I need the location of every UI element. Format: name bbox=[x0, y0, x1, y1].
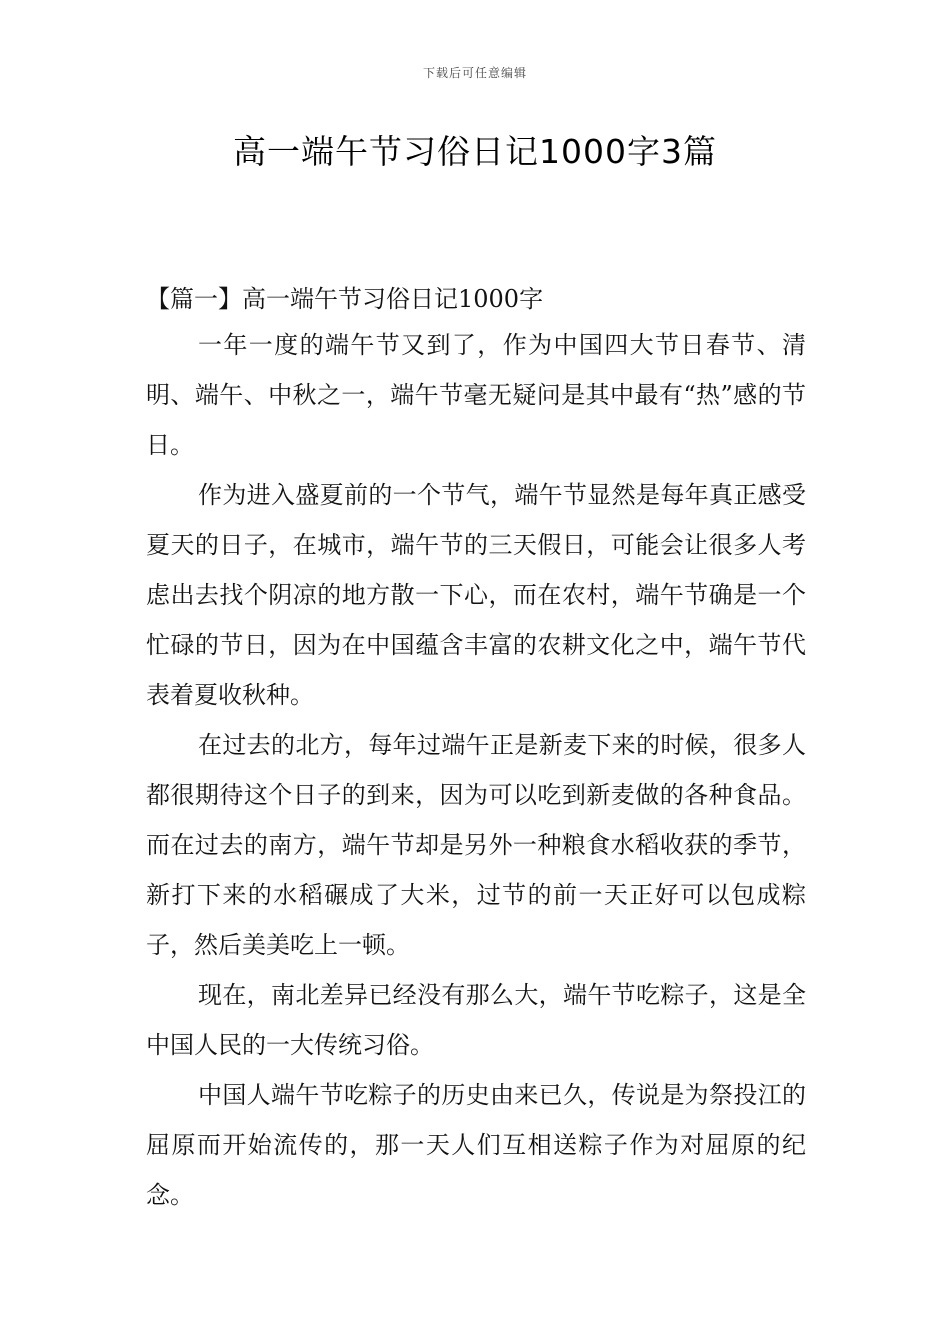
header-note: 下载后可任意编辑 bbox=[422, 66, 527, 80]
document-body bbox=[146, 278, 806, 1220]
paragraph: 一年一度的端午节又到了，作为中国四大节日春节、清明、端午、中秋之一，端午节毫无疑问是其中最有“热”感的节日。 bbox=[146, 331, 806, 459]
paragraph: 现在，南北差异已经没有那么大，端午节吃粽子，这是全中国人民的一大传统习俗。 bbox=[146, 981, 806, 1059]
section-heading: 【篇一】高一端午节习俗日记1000字 bbox=[146, 285, 544, 313]
paragraph: 作为进入盛夏前的一个节气，端午节显然是每年真正感受夏天的日子，在城市，端午节的三天假日，可能会让很多人考虑出去找个阴凉的地方散一下心，而在农村，端午节确是一个忙碌的节日，因为在中国蕴含丰富的农耕文化之中，端午节代表着夏收秋种。 bbox=[146, 481, 806, 709]
paragraph: 中国人端午节吃粽子的历史由来已久，传说是为祭投江的屈原而开始流传的，那一天人们互相送粽子作为对屈原的纪念。 bbox=[146, 1081, 806, 1209]
paragraph: 在过去的北方，每年过端午正是新麦下来的时候，很多人都很期待这个日子的到来，因为可以吃到新麦做的各种食品。而在过去的南方，端午节却是另外一种粮食水稻收获的季节，新打下来的水稻碾成了大米，过节的前一天正好可以包成粽子，然后美美吃上一顿。 bbox=[146, 731, 806, 959]
document-title: 高一端午节习俗日记1000字3篇 bbox=[233, 132, 717, 171]
